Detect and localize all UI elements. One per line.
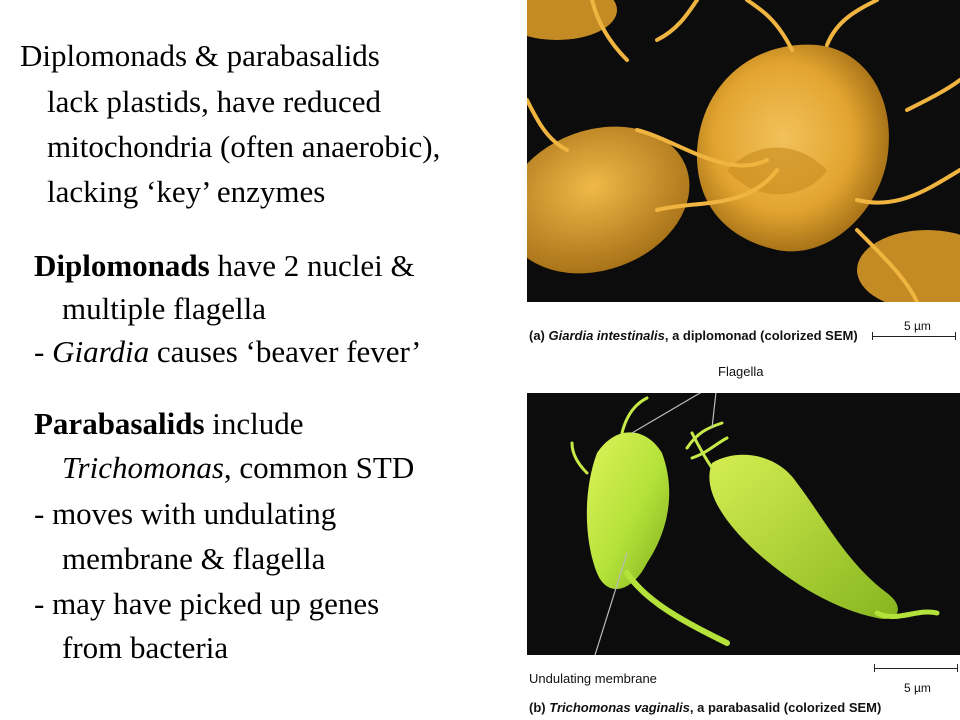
diplomonads-line-2: multiple flagella: [62, 291, 267, 326]
figure-b-desc: , a parabasalid (colorized SEM): [689, 700, 882, 715]
figure-a-scale-tick-right: [955, 332, 956, 340]
figure-a-scale-tick-left: [872, 332, 873, 340]
parabasalids-line-2: [62, 452, 414, 483]
parabasalids-line-5: - may have picked up genes: [34, 586, 380, 621]
intro-line-4: lacking ‘key’ enzymes: [47, 174, 326, 209]
figure-b-caption: [529, 701, 881, 714]
figure-a-caption: [529, 329, 858, 342]
trichomonas-genus: Trichomonas: [62, 450, 224, 485]
intro-line-3: mitochondria (often anaerobic),: [47, 129, 441, 164]
diplomonads-line-3-prefix: -: [34, 334, 53, 369]
parabasalids-line-1: [34, 408, 304, 439]
diplomonads-line-3: [34, 336, 421, 367]
undulating-membrane-callout-label: Undulating membrane: [529, 671, 657, 686]
diplomonads-line-1-rest: have 2 nuclei &: [209, 248, 415, 283]
trichomonas-sem-photo: [527, 393, 960, 655]
figure-a-desc: , a diplomonad (colorized SEM): [664, 328, 858, 343]
figure-b-label: (b): [529, 700, 546, 715]
figure-a-species: Giardia intestinalis: [548, 328, 665, 343]
figure-b-scale-tick-right: [957, 664, 958, 672]
figure-a-scale-label: 5 µm: [904, 319, 931, 333]
flagella-callout-label: Flagella: [718, 364, 764, 379]
figure-a-label: (a): [529, 328, 545, 343]
intro-line-2: lack plastids, have reduced: [47, 84, 381, 119]
figure-a-scale-bar: [872, 336, 956, 337]
parabasalids-line-4: membrane & flagella: [62, 541, 326, 576]
figure-b-species: Trichomonas vaginalis: [549, 700, 690, 715]
giardia-genus: Giardia: [52, 334, 150, 369]
intro-line-1: Diplomonads & parabasalids: [20, 38, 380, 73]
diplomonads-term: Diplomonads: [34, 248, 210, 283]
figure-b-scale-bar: [874, 668, 958, 669]
parabasalids-line-6: from bacteria: [62, 630, 229, 665]
parabasalids-line-1-rest: include: [204, 406, 304, 441]
diplomonads-line-3-rest: causes ‘beaver fever’: [149, 334, 422, 369]
parabasalids-line-2-rest: , common STD: [223, 450, 415, 485]
figure-b-scale-tick-left: [874, 664, 875, 672]
diplomonads-line-1: [34, 250, 415, 281]
figure-b-scale-label: 5 µm: [904, 681, 931, 695]
parabasalids-term: Parabasalids: [34, 406, 205, 441]
parabasalids-line-3: - moves with undulating: [34, 496, 337, 531]
giardia-sem-photo: [527, 0, 960, 302]
